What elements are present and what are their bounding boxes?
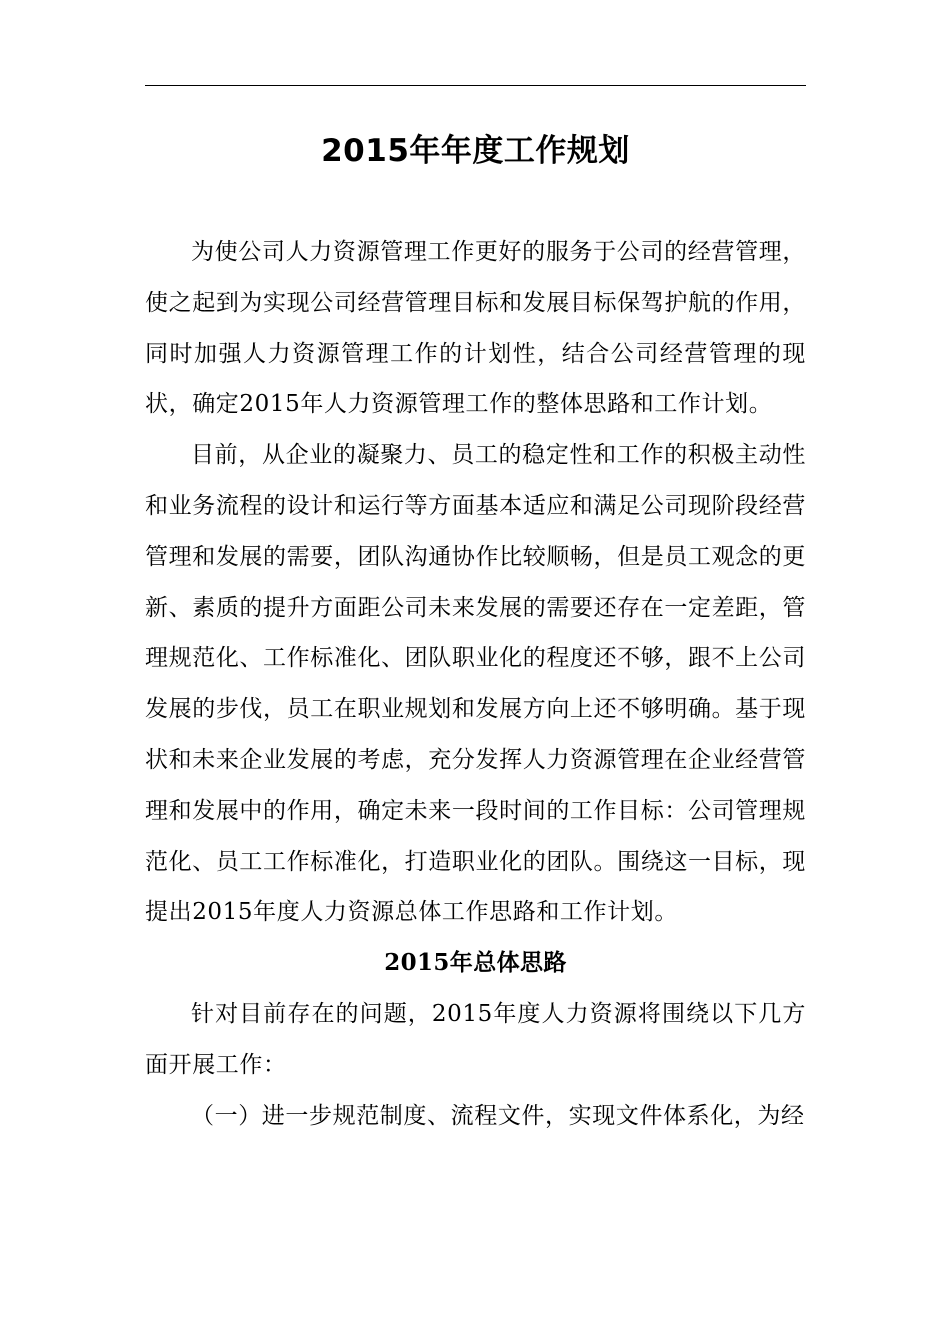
paragraph-current-status: 目前，从企业的凝聚力、员工的稳定性和工作的积极主动性和业务流程的设计和运行等方面基本适应和满足公司现阶段经营管理和发展的需要，团队沟通协作比较顺畅，但是员工观念的更新、素质的提升方面距公司未来发展的需要还存在一定差距，管理规范化、工作标准化、团队职业化的程度还不够，跟不上公司发展的步伐，员工在职业规划和发展方向上还不够明确。基于现状和未来企业发展的考虑，充分发挥人力资源管理在企业经营管理和发展中的作用，确定未来一段时间的工作目标：公司管理规范化、员工工作标准化，打造职业化的团队。围绕这一目标，现提出2015年度人力资源总体工作思路和工作计划。 <box>145 442 806 926</box>
document-body <box>145 227 806 1141</box>
header-rule <box>145 85 806 86</box>
paragraph-section-intro: 针对目前存在的问题，2015年度人力资源将围绕以下几方面开展工作： <box>145 1000 806 1078</box>
document-title: 2015年年度工作规划 <box>321 133 630 169</box>
paragraph-intro: 为使公司人力资源管理工作更好的服务于公司的经营管理，使之起到为实现公司经营管理目标和发展目标保驾护航的作用，同时加强人力资源管理工作的计划性，结合公司经营管理的现状，确定2015年人力资源管理工作的整体思路和工作计划。 <box>145 239 806 418</box>
paragraph-item-1: （一）进一步规范制度、流程文件，实现文件体系化，为经 <box>191 1102 805 1129</box>
section-heading: 2015年总体思路 <box>384 949 567 977</box>
